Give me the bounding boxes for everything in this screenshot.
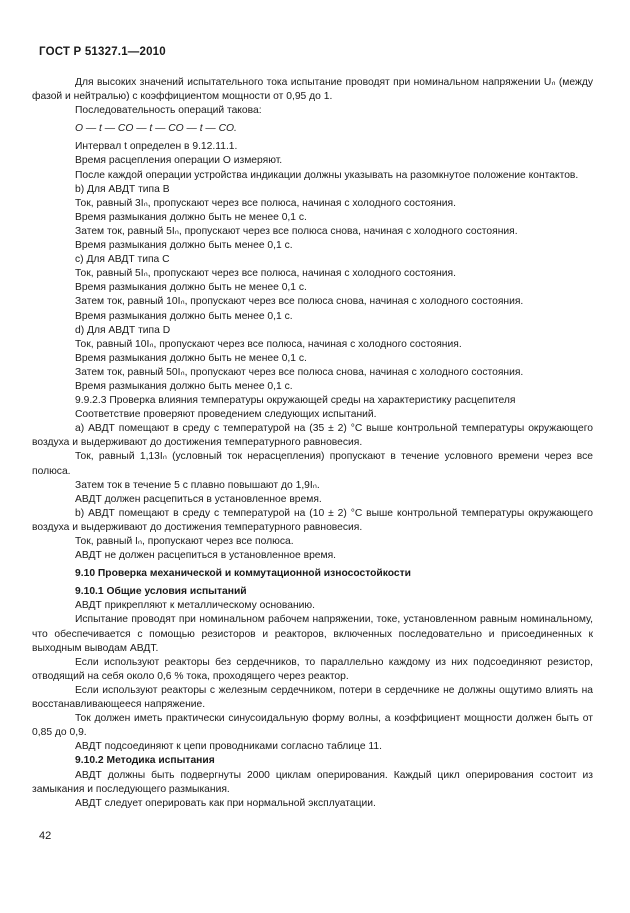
paragraph: Время расцепления операции O измеряют. — [75, 155, 283, 167]
paragraph: Время размыкания должно быть менее 0,1 с. — [75, 310, 293, 322]
paragraph: 9.10.1 Общие условия испытаний — [75, 586, 247, 598]
paragraph: АВДТ следует оперировать как при нормальной эксплуатации. — [75, 797, 376, 809]
paragraph: b) АВДТ помещают в среду с температурой на (10 ± 2) °С выше контрольной температуры окружающего воздуха и выдерживают до достижения температурного равновесия. — [32, 507, 593, 533]
paragraph: Ток, равный 3Iₙ, пропускают через все полюса, начиная с холодного состояния. — [75, 197, 456, 209]
paragraph: с) Для АВДТ типа C — [75, 254, 170, 266]
paragraph: Последовательность операций такова: — [75, 105, 262, 117]
paragraph: После каждой операции устройства индикации должны указывать на разомкнутое положение контактов. — [75, 169, 579, 181]
paragraph: d) Для АВДТ типа D — [75, 324, 171, 336]
paragraph: Соответствие проверяют проведением следующих испытаний. — [75, 409, 377, 421]
paragraph: Если используют реакторы без сердечников, то параллельно каждому из них подсоединяют резистор, отводящий на себя около 0,6 % тока, проходящего через реактор. — [32, 656, 593, 682]
paragraph: АВДТ не должен расцепиться в установленное время. — [75, 550, 337, 562]
paragraph: b) Для АВДТ типа B — [75, 183, 170, 195]
paragraph: Время размыкания должно быть не менее 0,1 с. — [75, 282, 307, 294]
paragraph: O — t — CO — t — CO — t — CO. — [75, 123, 237, 135]
paragraph: 9.10 Проверка механической и коммутационной износостойкости — [75, 568, 412, 580]
paragraph: Интервал t определен в 9.12.11.1. — [75, 141, 238, 153]
paragraph: Время размыкания должно быть менее 0,1 с. — [75, 240, 293, 252]
page-number: 42 — [39, 830, 52, 842]
paragraph: Затем ток, равный 10Iₙ, пропускают через все полюса снова, начиная с холодного состояния. — [75, 296, 524, 308]
paragraph: Испытание проводят при номинальном рабочем напряжении, токе, установленном равным номинальному, что обеспечивается с помощью резисторов и реакторов, включенных последовательно и присоединенных к выходным выводам АВДТ. — [32, 614, 593, 654]
paragraph: АВДТ должен расцепиться в установленное время. — [75, 493, 322, 505]
paragraph: Затем ток, равный 50Iₙ, пропускают через все полюса снова, начиная с холодного состояния. — [75, 366, 524, 378]
paragraph: 9.9.2.3 Проверка влияния температуры окружающей среды на характеристику расцепителя — [75, 395, 516, 407]
paragraph: Ток, равный Iₙ, пропускают через все полюса. — [75, 536, 294, 547]
paragraph: Ток должен иметь практически синусоидальную форму волны, а коэффициент мощности должен быть от 0,85 до 0,9. — [32, 713, 593, 739]
paragraph: АВДТ прикрепляют к металлическому основанию. — [75, 600, 315, 612]
paragraph: Ток, равный 10Iₙ, пропускают через все полюса, начиная с холодного состояния. — [75, 338, 462, 350]
paragraph: АВДТ должны быть подвергнуты 2000 циклам оперирования. Каждый цикл оперирования состоит из замыкания и последующего размыкания. — [32, 769, 593, 795]
paragraph: Время размыкания должно быть не менее 0,1 с. — [75, 352, 307, 364]
paragraph: Затем ток, равный 5Iₙ, пропускают через все полюса снова, начиная с холодного состояния. — [75, 225, 518, 237]
paragraph: Ток, равный 5Iₙ, пропускают через все полюса, начиная с холодного состояния. — [75, 268, 456, 280]
paragraph: АВДТ подсоединяют к цепи проводниками согласно таблице 11. — [75, 741, 382, 753]
paragraph: Время размыкания должно быть не менее 0,1 с. — [75, 211, 307, 223]
paragraph: Ток, равный 1,13Iₙ (условный ток нерасцепления) пропускают в течение условного времени через все полюса. — [32, 451, 593, 477]
paragraph: Если используют реакторы с железным сердечником, потери в сердечнике не должны ощутимо влиять на восстанавливающееся напряжение. — [32, 684, 593, 711]
paragraph: Время размыкания должно быть менее 0,1 с. — [75, 380, 293, 392]
paragraph: a) АВДТ помещают в среду с температурой на (35 ± 2) °С выше контрольной температуры окружающего воздуха и выдерживают до достижения температурного равновесия. — [32, 423, 593, 449]
document-header: ГОСТ Р 51327.1—2010 — [39, 46, 166, 58]
document-body — [32, 76, 593, 811]
paragraph: Затем ток в течение 5 с плавно повышают до 1,9Iₙ. — [75, 479, 320, 491]
paragraph: Для высоких значений испытательного тока испытание проводят при номинальном напряжении Uₙ (между фазой и нейтралью) с коэффициентом мощности от 0,95 до 1. — [32, 77, 593, 103]
paragraph: 9.10.2 Методика испытания — [75, 755, 215, 767]
